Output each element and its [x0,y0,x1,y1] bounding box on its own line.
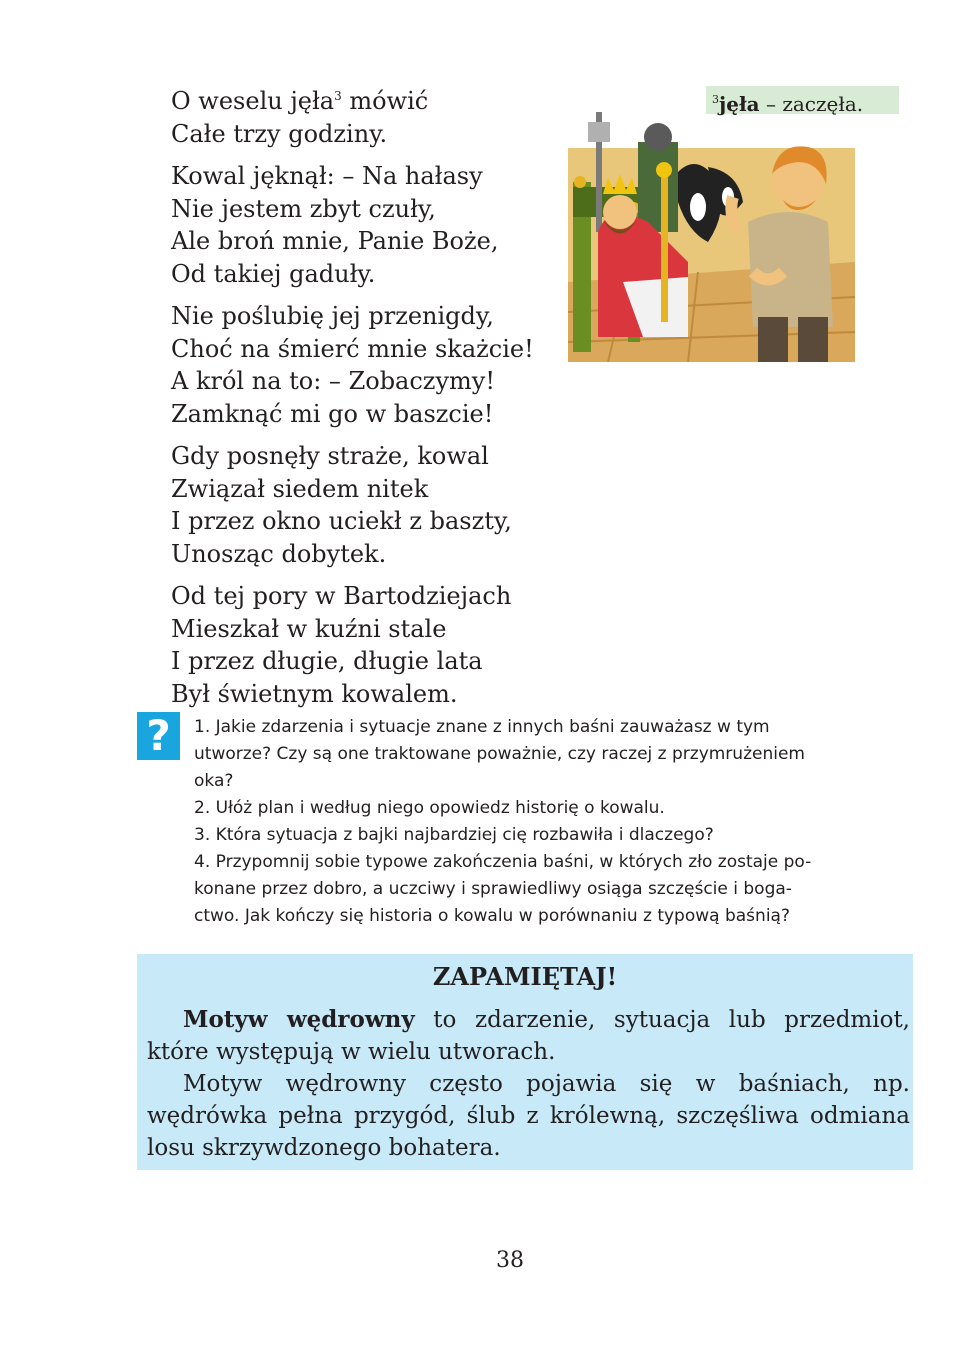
stanza-3 [171,300,551,430]
poem-line: Gdy posnęły straże, kowal [171,442,489,470]
remember-title: ZAPAMIĘTAJ! [432,962,618,991]
footnote [706,86,899,114]
definition-term: Motyw wędrowny [183,1006,415,1033]
poem-line: O weselu jęła$^3$ mówić [171,87,429,115]
king-and-blacksmith-illustration [568,112,855,362]
remember-box [137,954,913,1170]
example-line: losu skrzywdzonego bohatera. [147,1135,501,1161]
poem-line: Nie jestem zbyt czuły, [171,194,436,223]
example-line: Motyw wędrowny często pojawia się w baśniach, np. [183,1071,910,1097]
poem [171,80,551,720]
poem-line: Mieszkał w kuźni stale [171,614,447,643]
poem-line: Kowal jęknął: – Na hałasy [171,162,483,190]
definition-line: które występują w wielu utworach. [147,1039,556,1065]
footnote-definition: – zaczęła. [759,92,864,116]
question-line: utworze? Czy są one traktowane poważnie, czy raczej z przymrużeniem [194,744,805,764]
poem-line: Ale broń mnie, Panie Boże, [171,227,499,255]
poem-line: A król na to: – Zobaczymy! [171,367,495,395]
footnote-marker: 3 [334,89,342,103]
poem-line: Choć na śmierć mnie skażcie! [171,334,534,363]
question-mark-icon: ? [137,712,180,760]
question-line: 2. Ułóż plan i według niego opowiedz historię o kowalu. [194,798,665,818]
footnote-term: jęła [719,92,760,116]
questions-list [194,714,876,930]
stanza-5 [171,580,551,710]
stanza-1 [171,80,551,150]
poem-line: Całe trzy godziny. [171,119,388,148]
question-line: konane przez dobro, a uczciwy i sprawiedliwy osiąga szczęście i boga- [194,879,792,899]
poem-line: Był świetnym kowalem. [171,679,458,708]
poem-line: Zamknąć mi go w baszcie! [171,399,494,428]
definition-line: Motyw wędrowny to zdarzenie, sytuacja lub przedmiot, [183,1006,910,1033]
poem-line: Unosząc dobytek. [171,539,387,568]
question-line: ctwo. Jak kończy się historia o kowalu w porównaniu z typową baśnią? [194,906,790,926]
poem-line: Związał siedem nitek [171,474,429,503]
poem-line: Nie poślubię jej przenigdy, [171,302,494,330]
question-line: oka? [194,771,234,791]
poem-line: Od takiej gaduły. [171,259,376,288]
poem-line: I przez okno uciekł z baszty, [171,507,512,535]
page-number: 38 [496,1248,524,1273]
stanza-4 [171,440,551,570]
question-line: 1. Jakie zdarzenia i sytuacje znane z innych baśni zauważasz w tym [194,717,770,737]
stanza-2 [171,160,551,290]
question-line: 3. Która sytuacja z bajki najbardziej cię rozbawiła i dlaczego? [194,825,714,845]
example-line: wędrówka pełna przygód, ślub z królewną, szczęśliwa odmiana [147,1103,910,1129]
poem-line: Od tej pory w Bartodziejach [171,582,512,610]
poem-line: I przez długie, długie lata [171,647,483,675]
footnote-number: 3 [712,93,719,106]
question-line: 4. Przypomnij sobie typowe zakończenia baśni, w których zło zostaje po- [194,852,812,872]
